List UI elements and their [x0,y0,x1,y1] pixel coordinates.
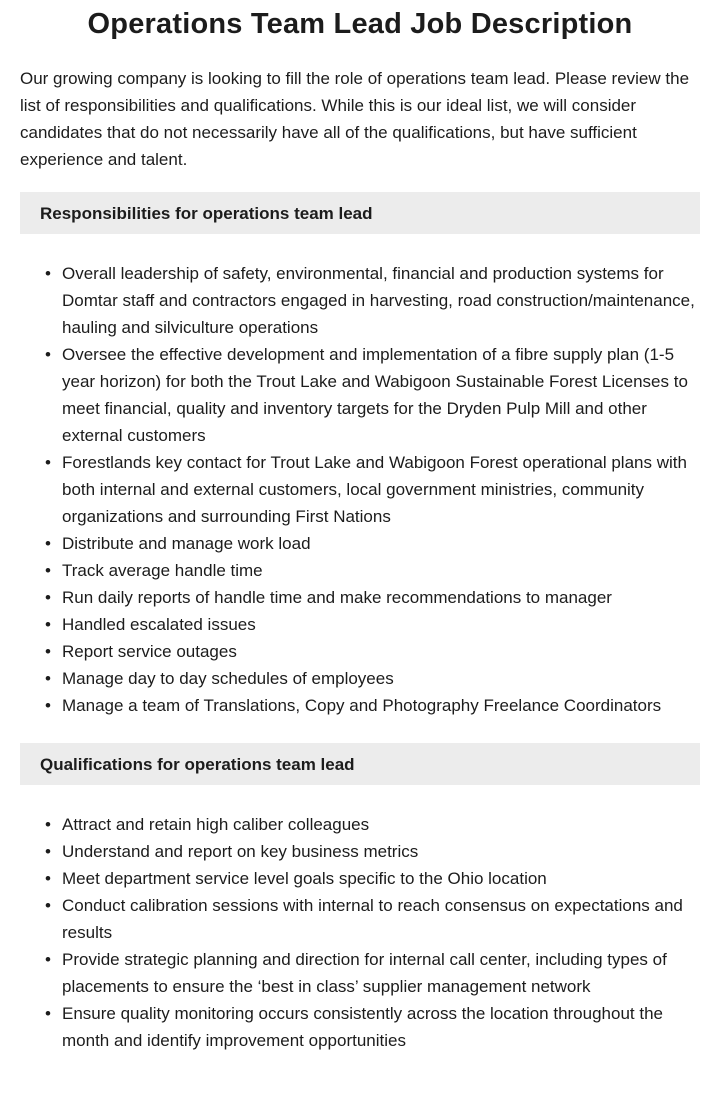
list-item: • Track average handle time [62,557,700,584]
intro-paragraph: Our growing company is looking to fill the role of operations team lead. Please review the list of responsibilities and qualifications. While this is our ideal list, we will consider candidates that do not necessarily have all of the qualifications, but have sufficient experience and talent. [20,69,690,169]
list-item: • Meet department service level goals specific to the Ohio location [62,865,700,892]
section-header-qualifications: Qualifications for operations team lead [20,743,700,785]
list-item: • Manage a team of Translations, Copy and Photography Freelance Coordinators [62,692,700,719]
list-item: • Distribute and manage work load [62,530,700,557]
list-item: • Run daily reports of handle time and make recommendations to manager [62,584,700,611]
list-item: • Conduct calibration sessions with internal to reach consensus on expectations and results [62,892,700,946]
responsibilities-list [20,260,700,719]
list-item: • Manage day to day schedules of employees [62,665,700,692]
list-item: • Overall leadership of safety, environmental, financial and production systems for Domtar staff and contractors engaged in harvesting, road construction/maintenance, hauling and silviculture operations [62,260,700,341]
qualifications-list [20,811,700,1054]
list-item: • Forestlands key contact for Trout Lake and Wabigoon Forest operational plans with both internal and external customers, local government ministries, community organizations and surrounding First Nations [62,449,700,530]
list-item: • Report service outages [62,638,700,665]
section-header-responsibilities: Responsibilities for operations team lead [20,192,700,234]
list-item: • Attract and retain high caliber colleagues [62,811,700,838]
list-item: • Handled escalated issues [62,611,700,638]
list-item: • Understand and report on key business metrics [62,838,700,865]
list-item: • Ensure quality monitoring occurs consistently across the location throughout the month and identify improvement opportunities [62,1000,700,1054]
page-title: Operations Team Lead Job Description [87,8,633,40]
list-item: • Provide strategic planning and direction for internal call center, including types of placements to ensure the ‘best in class’ supplier management network [62,946,700,1000]
list-item: • Oversee the effective development and implementation of a fibre supply plan (1-5 year horizon) for both the Trout Lake and Wabigoon Sustainable Forest Licenses to meet financial, quality and inventory targets for the Dryden Pulp Mill and other external customers [62,341,700,449]
